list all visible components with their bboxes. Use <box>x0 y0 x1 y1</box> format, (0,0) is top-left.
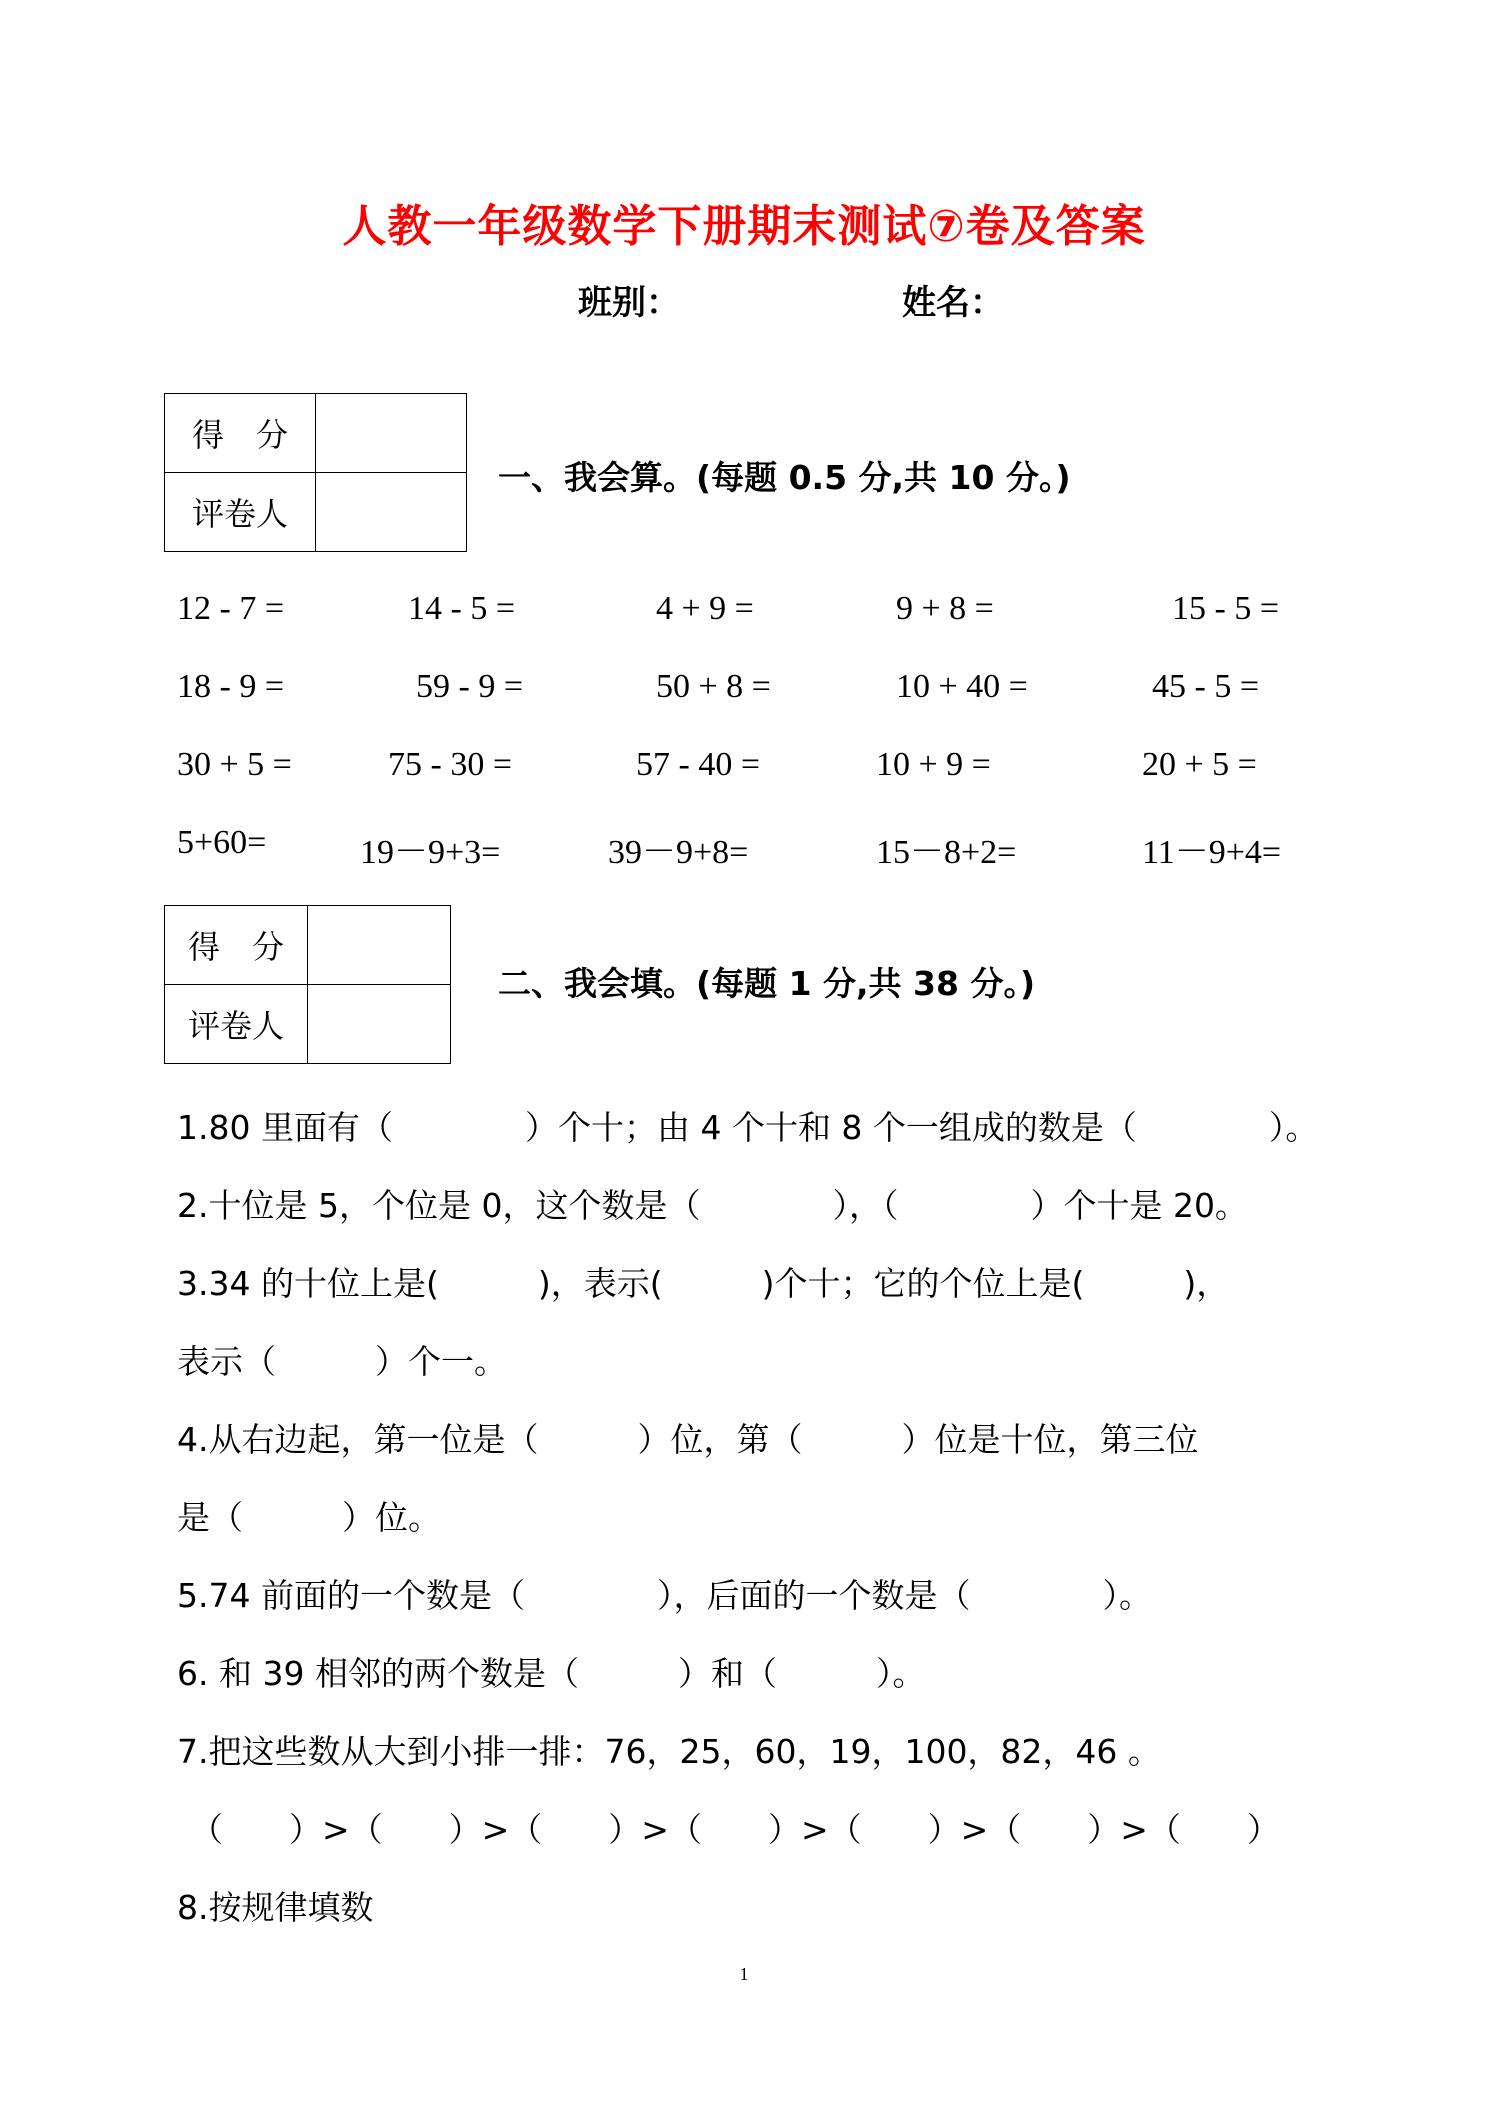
question-line: 1.80 里面有（ ）个十；由 4 个十和 8 个一组成的数是（ ）。 <box>177 1108 1319 1147</box>
calc-item: 50 + 8 = <box>656 668 771 705</box>
page-title: 人教一年级数学下册期末测试⑦卷及答案 <box>342 201 1146 252</box>
calc-item: 57 - 40 = <box>636 746 760 783</box>
score-label: 得 分 <box>165 394 316 473</box>
calc-item: 59 - 9 = <box>416 668 523 705</box>
question-line: （ ）>（ ）>（ ）>（ ）>（ ）>（ ）>（ ） <box>190 1810 1280 1849</box>
question-line: 7.把这些数从大到小排一排：76，25，60，19，100，82，46 。 <box>177 1732 1161 1771</box>
question-line: 是（ ）位。 <box>177 1498 441 1537</box>
calc-item: 15 - 5 = <box>1172 590 1279 627</box>
score-cell[interactable] <box>308 906 451 985</box>
calc-item: 20 + 5 = <box>1142 746 1257 783</box>
section-1-heading: 一、我会算。(每题 0.5 分,共 10 分。) <box>498 458 1071 497</box>
name-label: 姓名： <box>902 283 1004 323</box>
calc-item: 18 - 9 = <box>177 668 284 705</box>
question-line: 表示（ ）个一。 <box>177 1342 507 1381</box>
calc-item: 11－9+4= <box>1142 834 1282 871</box>
question-line: 8.按规律填数 <box>177 1888 374 1927</box>
calc-item: 15－8+2= <box>876 834 1017 871</box>
question-line: 4.从右边起，第一位是（ ）位，第（ ）位是十位，第三位 <box>177 1420 1199 1459</box>
section-2-heading: 二、我会填。(每题 1 分,共 38 分。) <box>498 964 1036 1003</box>
calc-item: 39－9+8= <box>608 834 749 871</box>
calc-item: 14 - 5 = <box>408 590 515 627</box>
grader-cell[interactable] <box>316 473 467 552</box>
calc-item: 19－9+3= <box>360 834 501 871</box>
page-number: 1 <box>739 1964 749 1984</box>
calc-item: 12 - 7 = <box>177 590 284 627</box>
question-line: 6. 和 39 相邻的两个数是（ ）和（ ）。 <box>177 1654 926 1693</box>
grader-label: 评卷人 <box>165 473 316 552</box>
calc-item: 10 + 9 = <box>876 746 991 783</box>
question-line: 3.34 的十位上是( )，表示( )个十；它的个位上是( )， <box>177 1264 1230 1303</box>
calc-item: 5+60= <box>177 824 267 861</box>
score-label: 得 分 <box>165 906 308 985</box>
calc-item: 10 + 40 = <box>896 668 1028 705</box>
calc-item: 45 - 5 = <box>1152 668 1259 705</box>
calc-item: 75 - 30 = <box>388 746 512 783</box>
question-line: 2.十位是 5，个位是 0，这个数是（ ），（ ）个十是 20。 <box>177 1186 1248 1225</box>
grader-label: 评卷人 <box>165 985 308 1064</box>
score-cell[interactable] <box>316 394 467 473</box>
score-box-1 <box>164 393 467 552</box>
calc-item: 4 + 9 = <box>656 590 754 627</box>
question-line: 5.74 前面的一个数是（ ），后面的一个数是（ ）。 <box>177 1576 1152 1615</box>
class-label: 班别： <box>578 283 680 323</box>
score-box-2 <box>164 905 451 1064</box>
grader-cell[interactable] <box>308 985 451 1064</box>
calc-item: 30 + 5 = <box>177 746 292 783</box>
calc-item: 9 + 8 = <box>896 590 994 627</box>
